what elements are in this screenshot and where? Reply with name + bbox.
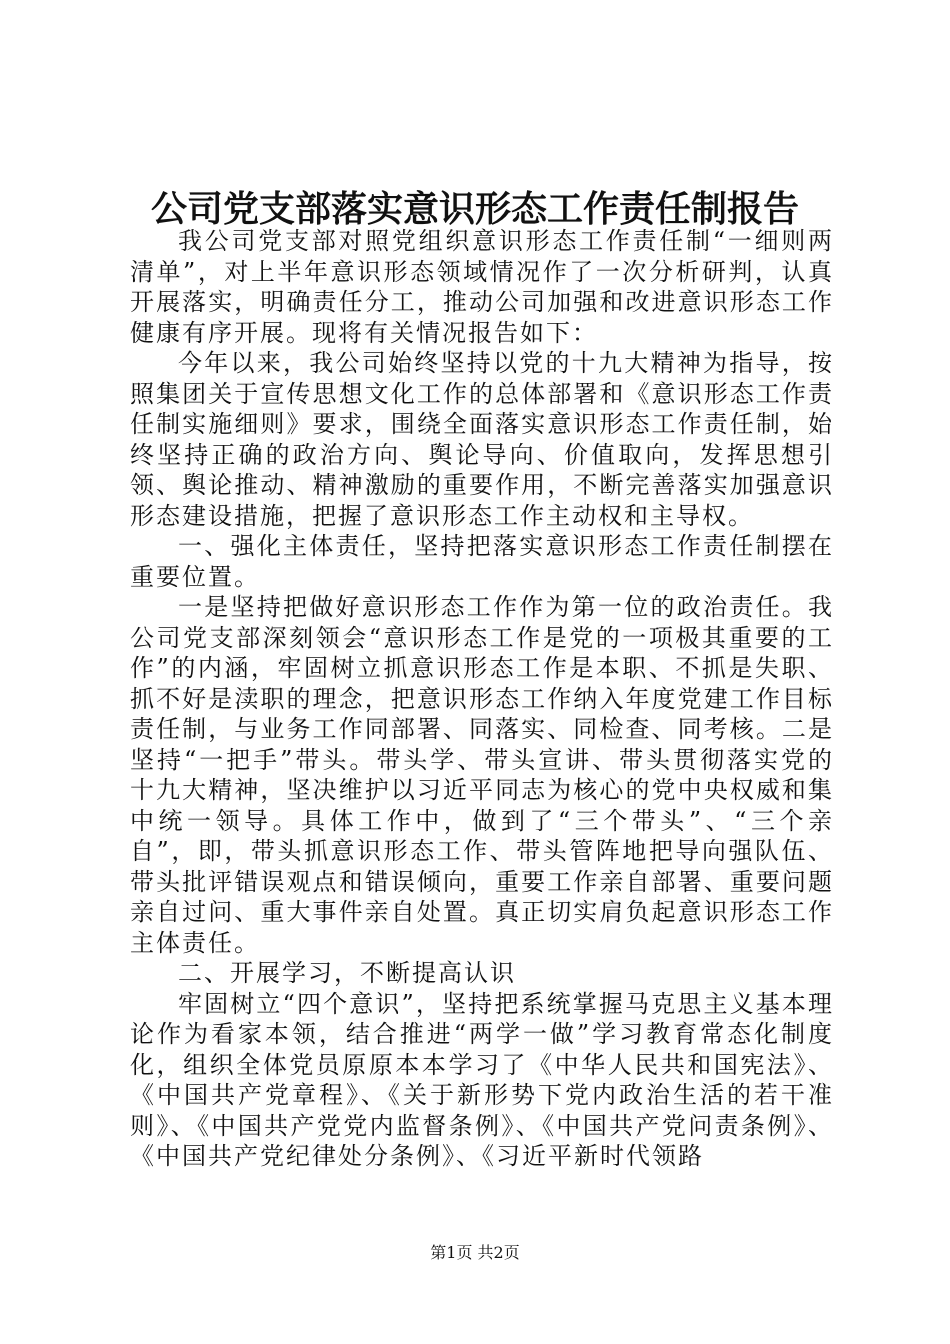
section-heading-1: 一、强化主体责任，坚持把落实意识形态工作责任制摆在重要位置。: [130, 532, 834, 591]
document-body: [130, 226, 834, 1172]
paragraph-responsibility: 一是坚持把做好意识形态工作作为第一位的政治责任。我公司党支部深刻领会“意识形态工作是党的一项极其重要的工作”的内涵，牢固树立抓意识形态工作是本职、不抓是失职、抓不好是渎职的理念，把意识形态工作纳入年度党建工作目标责任制，与业务工作同部署、同落实、同检查、同考核。二是坚持“一把手”带头。带头学、带头宣讲、带头贯彻落实党的十九大精神，坚决维护以习近平同志为核心的党中央权威和集中统一领导。具体工作中，做到了“三个带头”、“三个亲自”，即，带头抓意识形态工作、带头管阵地把导向强队伍、带头批评错误观点和错误倾向，重要工作亲自部署、重要问题亲自过问、重大事件亲自处置。真正切实肩负起意识形态工作主体责任。: [130, 593, 834, 957]
page-title: 公司党支部落实意识形态工作责任制报告: [150, 189, 799, 230]
paragraph-overview: 今年以来，我公司始终坚持以党的十九大精神为指导，按照集团关于宣传思想文化工作的总体部署和《意识形态工作责任制实施细则》要求，围绕全面落实意识形态工作责任制，始终坚持正确的政治方向、舆论导向、价值取向，发挥思想引领、舆论推动、精神激励的重要作用，不断完善落实加强意识形态建设措施，把握了意识形态工作主动权和主导权。: [130, 349, 834, 530]
paragraph-study: 牢固树立“四个意识”，坚持把系统掌握马克思主义基本理论作为看家本领，结合推进“两学一做”学习教育常态化制度化，组织全体党员原原本本学习了《中华人民共和国宪法》、《中国共产党章程》、《关于新形势下党内政治生活的若干准则》、《中国共产党党内监督条例》、《中国共产党问责条例》、《中国共产党纪律处分条例》、《习近平新时代领路: [130, 989, 834, 1170]
page-footer: [0, 1242, 950, 1264]
section-heading-2: 二、开展学习，不断提高认识: [178, 959, 516, 987]
page-number-total: 共2页: [477, 1243, 520, 1262]
page-number-current: 第1页: [430, 1243, 473, 1262]
paragraph-intro: 我公司党支部对照党组织意识形态工作责任制“一细则两清单”，对上半年意识形态领域情况作了一次分析研判，认真开展落实，明确责任分工，推动公司加强和改进意识形态工作健康有序开展。现将有关情况报告如下：: [130, 227, 834, 347]
